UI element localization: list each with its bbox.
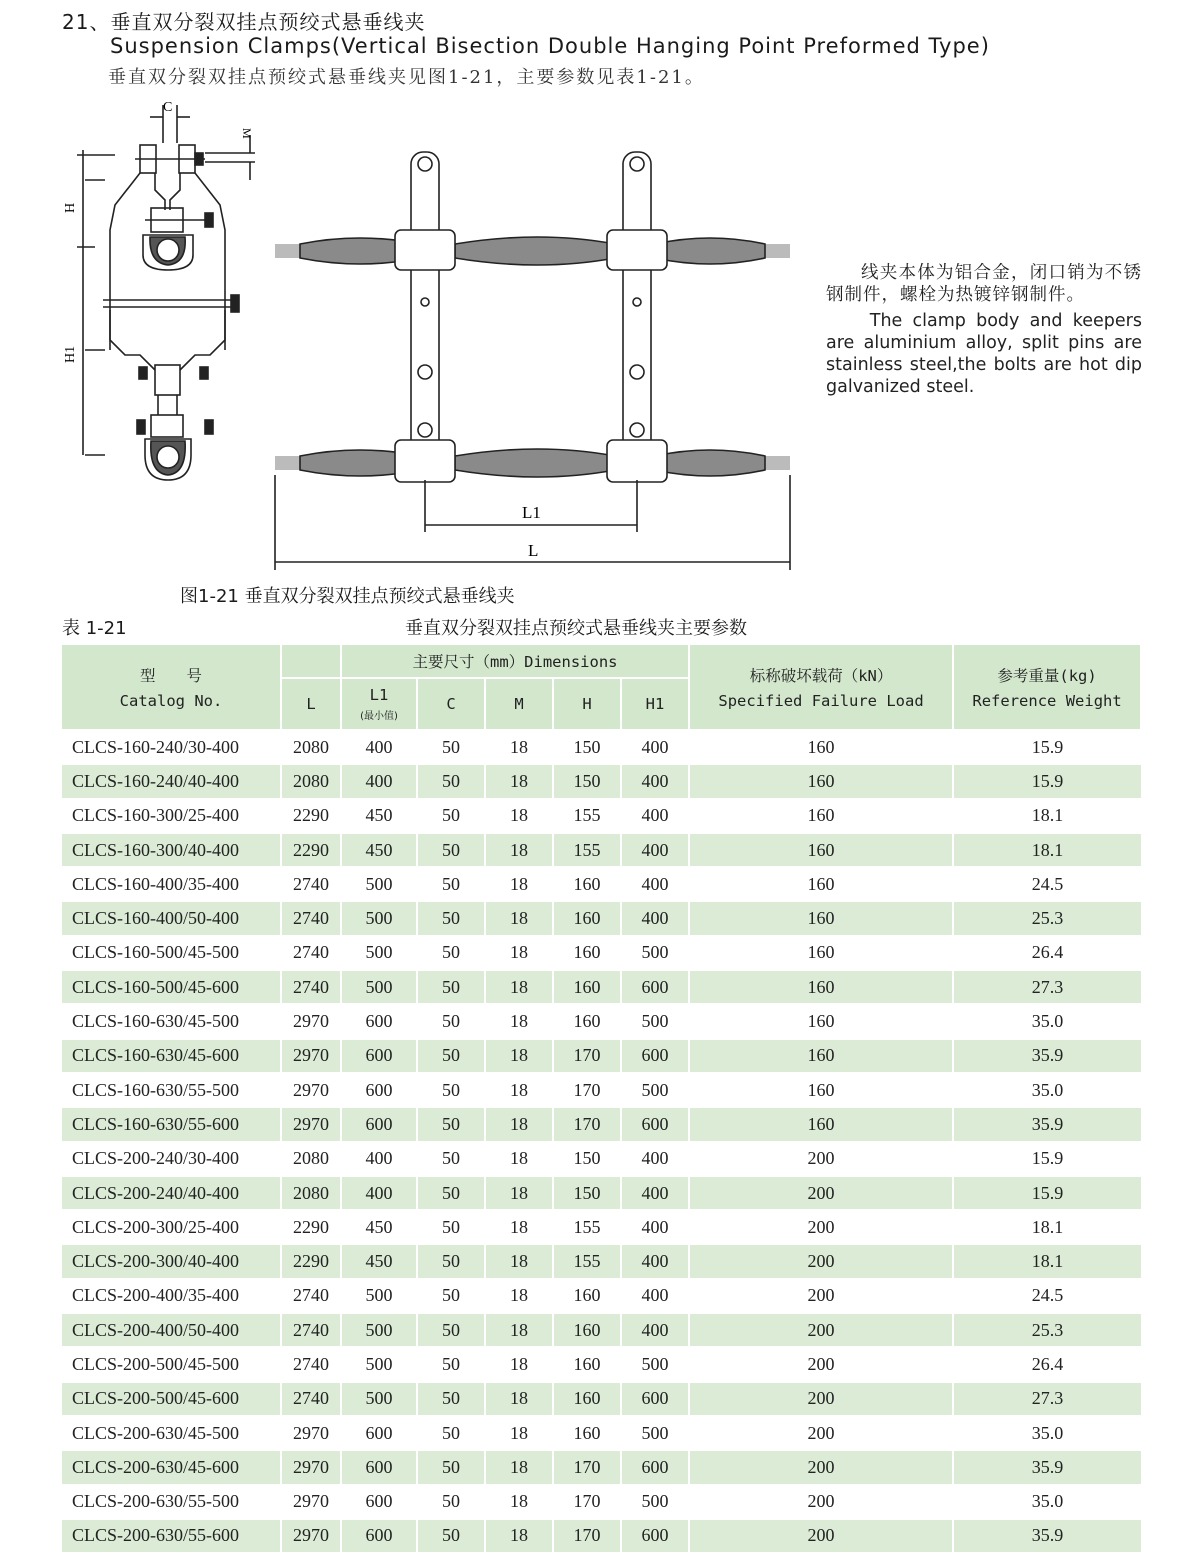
value-cell: 18 — [485, 1004, 553, 1038]
value-cell: 50 — [417, 1107, 485, 1141]
catalog-no-cell: CLCS-160-630/45-500 — [61, 1004, 281, 1038]
table-row — [61, 1485, 1141, 1519]
table-row — [61, 1450, 1141, 1484]
value-cell: 18.1 — [953, 1210, 1141, 1244]
value-cell: 600 — [341, 1416, 417, 1450]
description-en: The clamp body and keepers are aluminium alloy, split pins are stainless steel,the bolts are hot dip galvanized steel. — [826, 311, 1142, 397]
value-cell: 600 — [621, 1450, 689, 1484]
value-cell: 200 — [689, 1142, 953, 1176]
side-view-drawing — [55, 95, 265, 495]
value-cell: 400 — [621, 1244, 689, 1278]
table-row — [61, 867, 1141, 901]
value-cell: 35.0 — [953, 1485, 1141, 1519]
value-cell: 26.4 — [953, 1347, 1141, 1381]
value-cell: 500 — [341, 1382, 417, 1416]
value-cell: 160 — [553, 970, 621, 1004]
value-cell: 450 — [341, 833, 417, 867]
header-load-en: Specified Failure Load — [718, 692, 924, 710]
header-l1 — [341, 678, 417, 730]
value-cell: 500 — [621, 1347, 689, 1381]
value-cell: 2970 — [281, 1039, 341, 1073]
value-cell: 400 — [341, 764, 417, 798]
value-cell: 500 — [621, 936, 689, 970]
header-h1: H1 — [621, 678, 689, 730]
value-cell: 18 — [485, 833, 553, 867]
value-cell: 35.9 — [953, 1107, 1141, 1141]
table-title: 垂直双分裂双挂点预绞式悬垂线夹主要参数 — [405, 618, 747, 639]
value-cell: 400 — [621, 799, 689, 833]
header-catalog-cn: 型 号 — [139, 667, 202, 685]
catalog-no-cell: CLCS-200-630/45-600 — [61, 1450, 281, 1484]
value-cell: 160 — [689, 764, 953, 798]
table-row — [61, 1279, 1141, 1313]
value-cell: 200 — [689, 1416, 953, 1450]
value-cell: 18 — [485, 1382, 553, 1416]
table-row — [61, 1142, 1141, 1176]
figure-caption: 图1-21 垂直双分裂双挂点预绞式悬垂线夹 — [180, 586, 515, 607]
section-title-cn: 21、垂直双分裂双挂点预绞式悬垂线夹 — [62, 10, 426, 34]
value-cell: 50 — [417, 1485, 485, 1519]
value-cell: 25.3 — [953, 901, 1141, 935]
value-cell: 2740 — [281, 1279, 341, 1313]
value-cell: 50 — [417, 730, 485, 764]
value-cell: 200 — [689, 1210, 953, 1244]
header-catalog — [61, 644, 281, 730]
value-cell: 200 — [689, 1244, 953, 1278]
table-body — [61, 730, 1141, 1552]
value-cell: 2740 — [281, 1382, 341, 1416]
value-cell: 18 — [485, 1107, 553, 1141]
value-cell: 15.9 — [953, 730, 1141, 764]
value-cell: 18 — [485, 936, 553, 970]
value-cell: 50 — [417, 1039, 485, 1073]
value-cell: 450 — [341, 1210, 417, 1244]
value-cell: 400 — [621, 1313, 689, 1347]
value-cell: 50 — [417, 1142, 485, 1176]
table-row — [61, 970, 1141, 1004]
value-cell: 160 — [553, 901, 621, 935]
catalog-no-cell: CLCS-160-300/40-400 — [61, 833, 281, 867]
header-weight-en: Reference Weight — [972, 692, 1122, 710]
table-row — [61, 901, 1141, 935]
value-cell: 50 — [417, 764, 485, 798]
value-cell: 18 — [485, 1279, 553, 1313]
value-cell: 400 — [621, 1142, 689, 1176]
value-cell: 2970 — [281, 1485, 341, 1519]
value-cell: 500 — [621, 1485, 689, 1519]
value-cell: 400 — [621, 1210, 689, 1244]
value-cell: 18 — [485, 1176, 553, 1210]
value-cell: 160 — [689, 901, 953, 935]
value-cell: 600 — [621, 1039, 689, 1073]
value-cell: 600 — [621, 1382, 689, 1416]
value-cell: 18 — [485, 1416, 553, 1450]
value-cell: 160 — [689, 799, 953, 833]
table-row — [61, 833, 1141, 867]
value-cell: 500 — [341, 1347, 417, 1381]
value-cell: 18.1 — [953, 1244, 1141, 1278]
table-row — [61, 764, 1141, 798]
value-cell: 500 — [341, 1313, 417, 1347]
value-cell: 500 — [621, 1004, 689, 1038]
figure-reference: 垂直双分裂双挂点预绞式悬垂线夹见图1-21，主要参数见表1-21。 — [108, 67, 705, 88]
value-cell: 500 — [341, 901, 417, 935]
table-row — [61, 1004, 1141, 1038]
catalog-no-cell: CLCS-160-400/35-400 — [61, 867, 281, 901]
value-cell: 160 — [689, 1107, 953, 1141]
value-cell: 18 — [485, 1039, 553, 1073]
catalog-no-cell: CLCS-200-500/45-500 — [61, 1347, 281, 1381]
header-m: M — [485, 678, 553, 730]
table-row — [61, 1073, 1141, 1107]
value-cell: 160 — [689, 936, 953, 970]
value-cell: 500 — [621, 1073, 689, 1107]
value-cell: 18 — [485, 1073, 553, 1107]
dim-label-l1: L1 — [522, 503, 541, 522]
value-cell: 600 — [341, 1107, 417, 1141]
value-cell: 2970 — [281, 1450, 341, 1484]
value-cell: 18 — [485, 764, 553, 798]
value-cell: 50 — [417, 833, 485, 867]
value-cell: 600 — [341, 1485, 417, 1519]
value-cell: 50 — [417, 1347, 485, 1381]
value-cell: 2740 — [281, 1313, 341, 1347]
value-cell: 18 — [485, 1313, 553, 1347]
value-cell: 600 — [341, 1519, 417, 1552]
value-cell: 160 — [553, 1313, 621, 1347]
table-row — [61, 1382, 1141, 1416]
value-cell: 2740 — [281, 901, 341, 935]
value-cell: 160 — [553, 867, 621, 901]
value-cell: 18.1 — [953, 833, 1141, 867]
value-cell: 170 — [553, 1450, 621, 1484]
table-row — [61, 936, 1141, 970]
description-cn: 线夹本体为铝合金，闭口销为不锈钢制件，螺栓为热镀锌钢制件。 — [826, 263, 1142, 305]
catalog-no-cell: CLCS-200-630/55-600 — [61, 1519, 281, 1552]
value-cell: 600 — [341, 1450, 417, 1484]
value-cell: 18 — [485, 867, 553, 901]
value-cell: 2080 — [281, 730, 341, 764]
value-cell: 170 — [553, 1485, 621, 1519]
value-cell: 600 — [341, 1039, 417, 1073]
value-cell: 160 — [689, 970, 953, 1004]
value-cell: 50 — [417, 1279, 485, 1313]
value-cell: 160 — [689, 1073, 953, 1107]
header-l: L — [281, 678, 341, 730]
catalog-no-cell: CLCS-160-630/55-600 — [61, 1107, 281, 1141]
value-cell: 18 — [485, 1347, 553, 1381]
value-cell: 160 — [689, 833, 953, 867]
header-load — [689, 644, 953, 730]
value-cell: 155 — [553, 833, 621, 867]
value-cell: 35.0 — [953, 1073, 1141, 1107]
value-cell: 50 — [417, 1004, 485, 1038]
value-cell: 170 — [553, 1039, 621, 1073]
header-blank — [281, 644, 341, 678]
value-cell: 600 — [621, 1519, 689, 1552]
value-cell: 400 — [621, 730, 689, 764]
value-cell: 18 — [485, 1519, 553, 1552]
value-cell: 35.0 — [953, 1004, 1141, 1038]
value-cell: 160 — [553, 1382, 621, 1416]
table-row — [61, 1519, 1141, 1552]
catalog-no-cell: CLCS-160-240/30-400 — [61, 730, 281, 764]
table-row — [61, 1210, 1141, 1244]
value-cell: 2740 — [281, 970, 341, 1004]
value-cell: 400 — [341, 1142, 417, 1176]
value-cell: 18 — [485, 1244, 553, 1278]
value-cell: 450 — [341, 799, 417, 833]
value-cell: 18 — [485, 730, 553, 764]
catalog-no-cell: CLCS-200-630/55-500 — [61, 1485, 281, 1519]
value-cell: 50 — [417, 901, 485, 935]
header-l1-note: (最小值) — [360, 711, 398, 722]
value-cell: 500 — [341, 867, 417, 901]
table-row — [61, 799, 1141, 833]
value-cell: 400 — [621, 1176, 689, 1210]
catalog-no-cell: CLCS-160-240/40-400 — [61, 764, 281, 798]
catalog-no-cell: CLCS-160-300/25-400 — [61, 799, 281, 833]
value-cell: 200 — [689, 1313, 953, 1347]
value-cell: 18.1 — [953, 799, 1141, 833]
header-weight-cn: 参考重量(kg) — [997, 667, 1097, 685]
catalog-no-cell: CLCS-200-240/40-400 — [61, 1176, 281, 1210]
value-cell: 160 — [689, 1004, 953, 1038]
value-cell: 400 — [621, 833, 689, 867]
value-cell: 25.3 — [953, 1313, 1141, 1347]
value-cell: 2290 — [281, 833, 341, 867]
value-cell: 2080 — [281, 764, 341, 798]
table-row — [61, 730, 1141, 764]
value-cell: 160 — [689, 867, 953, 901]
value-cell: 400 — [621, 1279, 689, 1313]
value-cell: 600 — [341, 1004, 417, 1038]
value-cell: 450 — [341, 1244, 417, 1278]
value-cell: 200 — [689, 1279, 953, 1313]
table-row — [61, 1313, 1141, 1347]
value-cell: 600 — [621, 970, 689, 1004]
value-cell: 155 — [553, 1244, 621, 1278]
material-description — [826, 262, 1142, 398]
value-cell: 50 — [417, 799, 485, 833]
parameters-table — [60, 643, 1142, 1552]
value-cell: 150 — [553, 764, 621, 798]
value-cell: 18 — [485, 1485, 553, 1519]
value-cell: 50 — [417, 1416, 485, 1450]
value-cell: 18 — [485, 1450, 553, 1484]
value-cell: 500 — [341, 936, 417, 970]
catalog-no-cell: CLCS-160-630/45-600 — [61, 1039, 281, 1073]
value-cell: 500 — [621, 1416, 689, 1450]
value-cell: 200 — [689, 1485, 953, 1519]
value-cell: 15.9 — [953, 764, 1141, 798]
value-cell: 200 — [689, 1347, 953, 1381]
value-cell: 18 — [485, 901, 553, 935]
value-cell: 160 — [553, 1347, 621, 1381]
value-cell: 600 — [341, 1073, 417, 1107]
dim-label-h: H — [63, 202, 78, 213]
value-cell: 50 — [417, 1176, 485, 1210]
value-cell: 170 — [553, 1519, 621, 1552]
value-cell: 35.9 — [953, 1519, 1141, 1552]
value-cell: 2970 — [281, 1004, 341, 1038]
value-cell: 400 — [341, 1176, 417, 1210]
value-cell: 155 — [553, 799, 621, 833]
table-row — [61, 1039, 1141, 1073]
value-cell: 24.5 — [953, 867, 1141, 901]
value-cell: 160 — [553, 1416, 621, 1450]
value-cell: 160 — [553, 936, 621, 970]
value-cell: 50 — [417, 1210, 485, 1244]
value-cell: 50 — [417, 1244, 485, 1278]
value-cell: 2970 — [281, 1519, 341, 1552]
value-cell: 26.4 — [953, 936, 1141, 970]
value-cell: 18 — [485, 1142, 553, 1176]
value-cell: 160 — [689, 730, 953, 764]
value-cell: 200 — [689, 1450, 953, 1484]
value-cell: 50 — [417, 1519, 485, 1552]
value-cell: 200 — [689, 1382, 953, 1416]
catalog-no-cell: CLCS-160-630/55-500 — [61, 1073, 281, 1107]
value-cell: 2290 — [281, 1210, 341, 1244]
value-cell: 400 — [621, 901, 689, 935]
value-cell: 18 — [485, 1210, 553, 1244]
value-cell: 2740 — [281, 936, 341, 970]
value-cell: 50 — [417, 1313, 485, 1347]
value-cell: 2080 — [281, 1176, 341, 1210]
dim-label-h1: H1 — [63, 345, 78, 363]
value-cell: 500 — [341, 970, 417, 1004]
value-cell: 170 — [553, 1107, 621, 1141]
value-cell: 2740 — [281, 867, 341, 901]
header-l1-label: L1 — [369, 686, 389, 704]
value-cell: 170 — [553, 1073, 621, 1107]
value-cell: 35.0 — [953, 1416, 1141, 1450]
value-cell: 50 — [417, 1450, 485, 1484]
value-cell: 160 — [553, 1279, 621, 1313]
value-cell: 35.9 — [953, 1450, 1141, 1484]
catalog-no-cell: CLCS-160-400/50-400 — [61, 901, 281, 935]
value-cell: 160 — [553, 1004, 621, 1038]
catalog-no-cell: CLCS-200-500/45-600 — [61, 1382, 281, 1416]
table-row — [61, 1176, 1141, 1210]
table-label: 表 1-21 — [62, 618, 127, 639]
value-cell: 2080 — [281, 1142, 341, 1176]
catalog-no-cell: CLCS-200-300/25-400 — [61, 1210, 281, 1244]
value-cell: 35.9 — [953, 1039, 1141, 1073]
value-cell: 2970 — [281, 1073, 341, 1107]
value-cell: 155 — [553, 1210, 621, 1244]
catalog-no-cell: CLCS-200-240/30-400 — [61, 1142, 281, 1176]
header-dimensions: 主要尺寸（mm）Dimensions — [341, 644, 689, 678]
value-cell: 50 — [417, 867, 485, 901]
table-row — [61, 1107, 1141, 1141]
value-cell: 2290 — [281, 1244, 341, 1278]
value-cell: 2970 — [281, 1107, 341, 1141]
header-c: C — [417, 678, 485, 730]
dim-label-c: C — [163, 100, 173, 115]
value-cell: 160 — [689, 1039, 953, 1073]
front-view-drawing — [270, 140, 800, 575]
value-cell: 2290 — [281, 799, 341, 833]
value-cell: 50 — [417, 1382, 485, 1416]
catalog-no-cell: CLCS-160-500/45-600 — [61, 970, 281, 1004]
value-cell: 15.9 — [953, 1142, 1141, 1176]
value-cell: 200 — [689, 1519, 953, 1552]
value-cell: 400 — [341, 730, 417, 764]
dim-label-m: M — [240, 128, 254, 139]
header-load-cn: 标称破坏载荷（kN） — [749, 667, 893, 685]
value-cell: 50 — [417, 970, 485, 1004]
catalog-no-cell: CLCS-200-630/45-500 — [61, 1416, 281, 1450]
value-cell: 24.5 — [953, 1279, 1141, 1313]
value-cell: 400 — [621, 764, 689, 798]
catalog-no-cell: CLCS-200-400/50-400 — [61, 1313, 281, 1347]
value-cell: 150 — [553, 1176, 621, 1210]
value-cell: 150 — [553, 1142, 621, 1176]
catalog-no-cell: CLCS-200-300/40-400 — [61, 1244, 281, 1278]
value-cell: 600 — [621, 1107, 689, 1141]
value-cell: 27.3 — [953, 970, 1141, 1004]
dim-label-l: L — [528, 541, 539, 560]
header-weight — [953, 644, 1141, 730]
catalog-no-cell: CLCS-160-500/45-500 — [61, 936, 281, 970]
table-row — [61, 1244, 1141, 1278]
value-cell: 150 — [553, 730, 621, 764]
value-cell: 2740 — [281, 1347, 341, 1381]
value-cell: 27.3 — [953, 1382, 1141, 1416]
value-cell: 50 — [417, 936, 485, 970]
value-cell: 18 — [485, 970, 553, 1004]
catalog-no-cell: CLCS-200-400/35-400 — [61, 1279, 281, 1313]
value-cell: 200 — [689, 1176, 953, 1210]
value-cell: 500 — [341, 1279, 417, 1313]
table-row — [61, 1416, 1141, 1450]
value-cell: 400 — [621, 867, 689, 901]
table-row — [61, 1347, 1141, 1381]
value-cell: 18 — [485, 799, 553, 833]
header-catalog-en: Catalog No. — [119, 692, 223, 710]
value-cell: 2970 — [281, 1416, 341, 1450]
value-cell: 50 — [417, 1073, 485, 1107]
section-title-en: Suspension Clamps(Vertical Bisection Double Hanging Point Preformed Type) — [110, 34, 990, 58]
header-h: H — [553, 678, 621, 730]
value-cell: 15.9 — [953, 1176, 1141, 1210]
